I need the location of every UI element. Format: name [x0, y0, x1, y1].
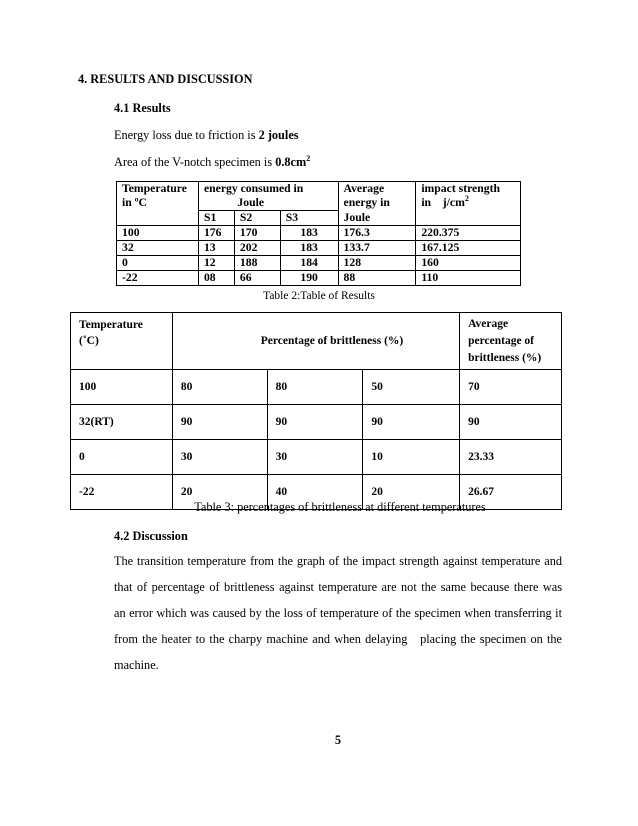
table-cell: 88	[338, 271, 416, 286]
average-brittleness-header: Average percentage of brittleness (%)	[460, 313, 562, 370]
table-cell: 220.375	[416, 226, 521, 241]
table-cell: 100	[117, 226, 199, 241]
table-cell: 20	[172, 475, 267, 510]
paragraph-line: The transition temperature from the graph of the impact strength against temperature and	[114, 554, 562, 568]
table-cell: 23.33	[460, 440, 562, 475]
table-cell: 10	[363, 440, 460, 475]
discussion-heading: 4.2 Discussion	[114, 529, 188, 543]
table-subheader-row	[117, 211, 521, 226]
table-header-row	[117, 196, 521, 211]
impact-header-unit: in $j/cm^2$	[416, 196, 521, 211]
table-header-row	[117, 182, 521, 197]
table-cell: 80	[267, 370, 363, 405]
table-cell: 40	[267, 475, 363, 510]
table-cell: 0	[71, 440, 173, 475]
table-cell: 32	[117, 241, 199, 256]
area-value: 0.8cm	[275, 155, 307, 169]
s2-header: S2	[234, 211, 280, 226]
brittleness-table	[70, 312, 562, 510]
table2-caption: Table 2:Table of Results	[263, 290, 375, 302]
paragraph-line: from the heater to the charpy machine and when delaying placing the specimen on the	[114, 632, 562, 646]
table-cell: 70	[460, 370, 562, 405]
table3-caption: Table 3: percentages of brittleness at different temperatures	[194, 500, 486, 514]
table-cell: 176	[198, 226, 234, 241]
impact-header: impact strength	[416, 182, 521, 197]
table-cell: 202	[234, 241, 280, 256]
table-cell: 90	[363, 405, 460, 440]
table-cell: 90	[460, 405, 562, 440]
table-cell: 20	[363, 475, 460, 510]
table-cell: 90	[172, 405, 267, 440]
results-heading: 4.1 Results	[114, 101, 171, 115]
table-cell: 50	[363, 370, 460, 405]
table-row	[117, 241, 521, 256]
temperature-header-blank	[117, 211, 199, 226]
page-number: 5	[334, 733, 342, 747]
s3-header: S3	[280, 211, 338, 226]
temperature-header: Temperature	[117, 182, 199, 197]
average-header-2: energy in	[338, 196, 416, 211]
table-cell: 160	[416, 256, 521, 271]
temperature-header-unit: in ºC	[117, 196, 199, 211]
impact-header-blank	[416, 211, 521, 226]
table-header-row	[71, 313, 562, 370]
average-header-3: Joule	[338, 211, 416, 226]
table-cell: 80	[172, 370, 267, 405]
table-cell: 183	[280, 241, 338, 256]
table-row	[71, 440, 562, 475]
brittleness-header: Percentage of brittleness (%)	[172, 313, 459, 370]
results-table	[116, 181, 521, 286]
table-row	[117, 256, 521, 271]
table-cell: 110	[416, 271, 521, 286]
area-label: Area of the V-notch specimen is	[114, 155, 276, 169]
table-cell: 128	[338, 256, 416, 271]
table-cell: 13	[198, 241, 234, 256]
section-heading: 4. RESULTS AND DISCUSSION	[78, 72, 253, 86]
energy-header-unit: Joule	[198, 196, 338, 211]
table-row	[71, 405, 562, 440]
table-cell: 184	[280, 256, 338, 271]
table-cell: 167.125	[416, 241, 521, 256]
table-cell: 0	[117, 256, 199, 271]
table-cell: 90	[267, 405, 363, 440]
paragraph-line: that of percentage of brittleness against temperature are not the same because there was	[114, 580, 562, 594]
table-cell: 30	[267, 440, 363, 475]
average-header: Average	[338, 182, 416, 197]
s1-header: S1	[198, 211, 234, 226]
table-cell: 183	[280, 226, 338, 241]
paragraph-line: machine.	[114, 658, 159, 672]
table-cell: -22	[117, 271, 199, 286]
table-cell: 12	[198, 256, 234, 271]
table-cell: 26.67	[460, 475, 562, 510]
table-cell: -22	[71, 475, 173, 510]
table-cell: 66	[234, 271, 280, 286]
table-cell: 32(RT)	[71, 405, 173, 440]
table-cell: 188	[234, 256, 280, 271]
table-cell: 08	[198, 271, 234, 286]
paragraph-line: an error which was caused by the loss of temperature of the specimen when transferring it	[114, 606, 562, 620]
area-line	[114, 155, 310, 170]
area-exponent: 2	[306, 154, 311, 163]
temperature-header: Temperature (˚C)	[71, 313, 173, 370]
energy-loss-line	[114, 128, 299, 143]
table-cell: 133.7	[338, 241, 416, 256]
energy-loss-value: 2 joules	[258, 128, 299, 142]
table-cell: 176.3	[338, 226, 416, 241]
table-cell: 30	[172, 440, 267, 475]
table-row	[117, 226, 521, 241]
energy-loss-label: Energy loss due to friction is	[114, 128, 259, 142]
table-cell: 190	[280, 271, 338, 286]
table-row	[117, 271, 521, 286]
discussion-paragraph	[114, 548, 562, 678]
energy-header: energy consumed in	[198, 182, 338, 197]
table-cell: 170	[234, 226, 280, 241]
table-cell: 100	[71, 370, 173, 405]
table-row	[71, 370, 562, 405]
